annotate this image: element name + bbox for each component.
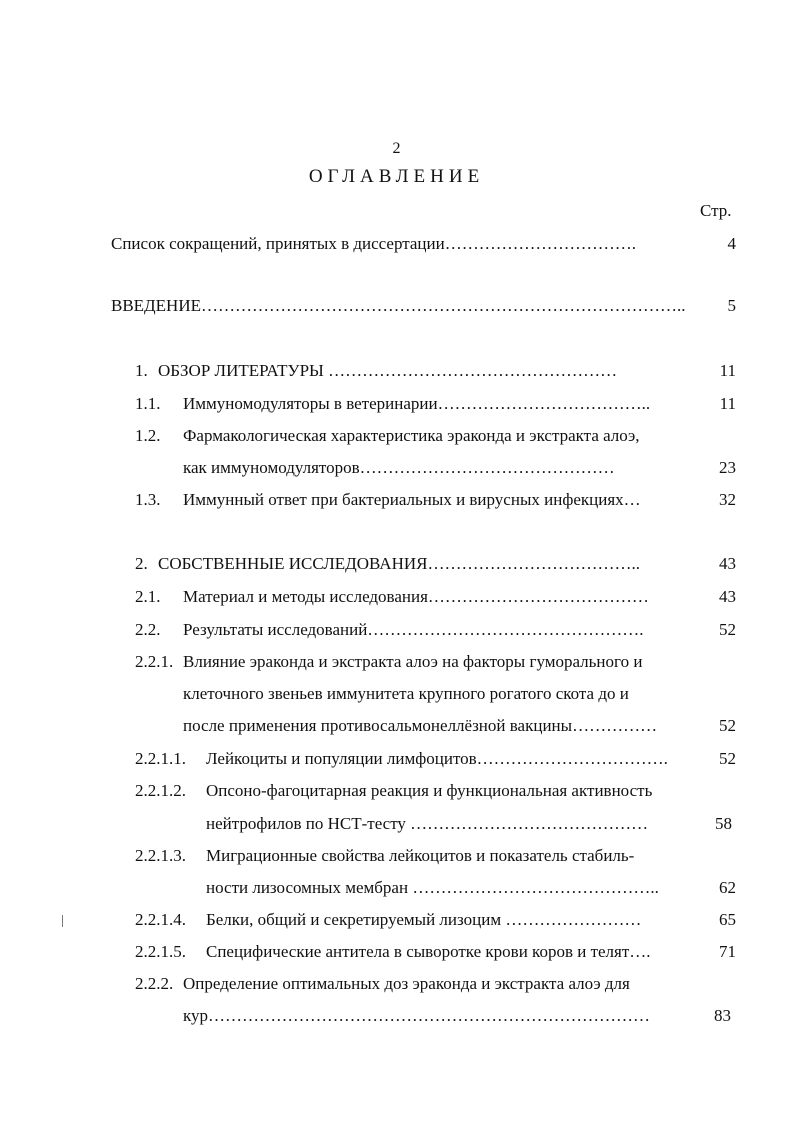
- toc-entry-number: 2.2.1.4.: [135, 910, 186, 929]
- toc-entry-text: Лейкоциты и популяции лимфоцитов…………………………….: [206, 749, 668, 768]
- toc-entry-number: 1.3.: [135, 490, 161, 509]
- toc-entry-text: ВВЕДЕНИЕ…………………………………………………………………………..: [111, 296, 686, 315]
- toc-entry-page: 23: [719, 458, 736, 477]
- toc-entry-text: Результаты исследований………………………………………….: [183, 620, 644, 639]
- toc-entry-number: 1.1.: [135, 394, 161, 413]
- toc-entry-page: 71: [719, 942, 736, 961]
- page-column-label: Стр.: [700, 201, 732, 220]
- toc-entry-number: 1.2.: [135, 426, 161, 445]
- toc-entry-page: 32: [719, 490, 736, 509]
- toc-entry-text: после применения противосальмонеллёзной вакцины……………: [183, 716, 658, 735]
- toc-entry-number: 2.2.1.5.: [135, 942, 186, 961]
- toc-entry-number: 2.2.1.: [135, 652, 174, 671]
- toc-entry-text: СОБСТВЕННЫЕ ИССЛЕДОВАНИЯ………………………………..: [158, 554, 640, 573]
- toc-entry-page: 43: [719, 554, 736, 573]
- toc-entry-page: 43: [719, 587, 736, 606]
- toc-entry-text: как иммуномодуляторов………………………………………: [183, 458, 615, 477]
- toc-entry-page: 83: [714, 1006, 731, 1025]
- toc-entry-page: 65: [719, 910, 736, 929]
- toc-entry-page: 58: [715, 814, 732, 833]
- toc-entry-page: 52: [719, 749, 736, 768]
- toc-entry-text: Миграционные свойства лейкоцитов и показатель стабиль-: [206, 846, 635, 865]
- toc-entry-text: Специфические антитела в сыворотке крови коров и телят….: [206, 942, 651, 961]
- toc-entry-text: Материал и методы исследования…………………………………: [183, 587, 649, 606]
- toc-entry-text: ОБЗОР ЛИТЕРАТУРЫ ……………………………………………: [158, 361, 618, 380]
- toc-entry-text: клеточного звеньев иммунитета крупного рогатого скота до и: [183, 684, 629, 703]
- toc-entry-text: кур……………………………………………………………………: [183, 1006, 651, 1025]
- toc-entry-page: 52: [719, 620, 736, 639]
- toc-entry-text: Иммуномодуляторы в ветеринарии………………………………..: [183, 394, 651, 413]
- toc-entry-text: Влияние эраконда и экстракта алоэ на факторы гуморального и: [183, 652, 643, 671]
- toc-entry-number: 2.2.1.2.: [135, 781, 186, 800]
- toc-entry-text: ности лизосомных мембран ……………………………………..: [206, 878, 659, 897]
- toc-entry-number: 2.2.: [135, 620, 161, 639]
- toc-entry-number: 2.1.: [135, 587, 161, 606]
- toc-entry-text: Определение оптимальных доз эраконда и экстракта алоэ для: [183, 974, 630, 993]
- toc-entry-number: 2.2.1.1.: [135, 749, 186, 768]
- toc-entry-text: Список сокращений, принятых в диссертации…………………………….: [111, 234, 636, 253]
- toc-entry-page: 11: [719, 361, 736, 380]
- toc-entry-text: Иммунный ответ при бактериальных и вирусных инфекциях…: [183, 490, 641, 509]
- toc-entry-number: 1.: [135, 361, 148, 380]
- toc-entry-text: нейтрофилов по НСТ-тесту ……………………………………: [206, 814, 649, 833]
- toc-entry-text: Опсоно-фагоцитарная реакция и функциональная активность: [206, 781, 653, 800]
- toc-entry-number: 2.2.2.: [135, 974, 174, 993]
- toc-entry-page: 4: [727, 234, 736, 253]
- page-number: 2: [392, 140, 401, 157]
- toc-entry-number: 2.: [135, 554, 148, 573]
- toc-entry-number: 2.2.1.3.: [135, 846, 186, 865]
- page-title: ОГЛАВЛЕНИЕ: [308, 166, 485, 187]
- toc-entry-page: 5: [727, 296, 736, 315]
- toc-entry-page: 52: [719, 716, 736, 735]
- toc-entry-page: 62: [719, 878, 736, 897]
- toc-entry-page: 11: [719, 394, 736, 413]
- toc-entry-text: Белки, общий и секретируемый лизоцим ……………………: [206, 910, 642, 929]
- scan-mark: [62, 915, 63, 927]
- toc-entry-text: Фармакологическая характеристика эраконда и экстракта алоэ,: [183, 426, 640, 445]
